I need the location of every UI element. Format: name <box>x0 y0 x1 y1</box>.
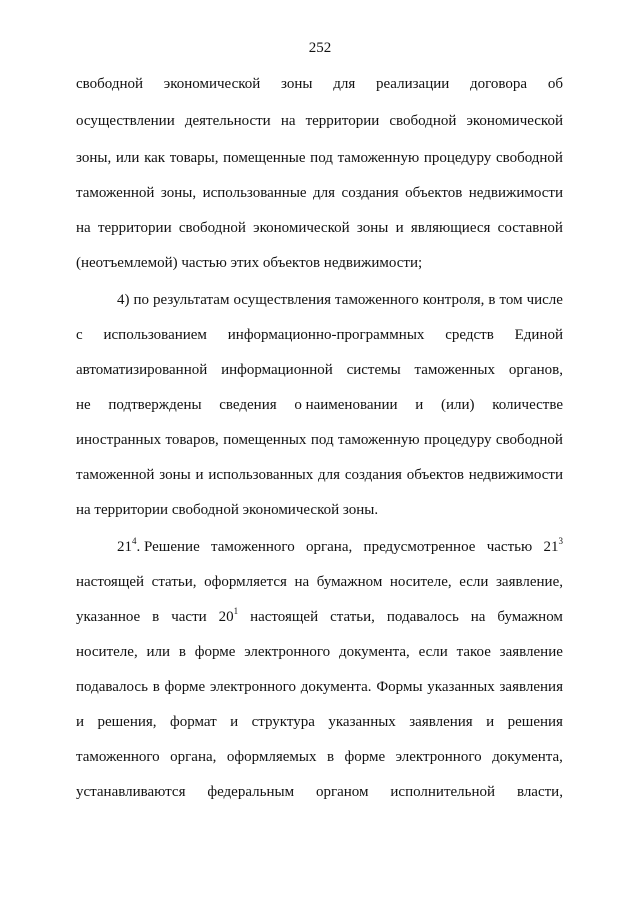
word: форме <box>344 749 386 765</box>
word: заявление <box>499 644 563 660</box>
word: статьи, <box>151 574 197 590</box>
word: заявления <box>409 714 473 730</box>
word: по <box>133 292 150 308</box>
word: настоящей <box>250 609 319 625</box>
word: и <box>395 220 404 236</box>
word: заявления <box>499 679 563 695</box>
word: таможенной <box>76 467 155 483</box>
word: под <box>310 150 333 166</box>
word: исполнительной <box>390 784 496 800</box>
word: таможенную <box>337 150 420 166</box>
text-line <box>76 572 563 592</box>
word: процедуру <box>424 432 492 448</box>
word: числе <box>526 292 563 308</box>
word: в <box>326 749 335 765</box>
word: для <box>333 76 356 92</box>
word: решения <box>507 714 563 730</box>
word: зоны <box>281 76 313 92</box>
word: или <box>115 150 140 166</box>
word: системы <box>346 362 401 378</box>
word: органа, <box>306 539 353 555</box>
word: органом <box>315 784 369 800</box>
word: деятельности <box>184 113 271 129</box>
word: средств <box>445 327 494 343</box>
word: зоны <box>159 467 191 483</box>
word: являющиеся <box>410 220 491 236</box>
word: не <box>76 397 91 413</box>
text-line <box>76 111 563 131</box>
word: устанавливаются <box>76 784 186 800</box>
word: создания <box>341 185 399 201</box>
word: составной <box>497 220 563 236</box>
word: носителе, <box>389 574 452 590</box>
word: информационной <box>221 362 333 378</box>
word: таможенного <box>76 749 160 765</box>
word: свободной <box>178 220 246 236</box>
word: в <box>178 644 186 660</box>
page-number: 252 <box>308 40 332 56</box>
text-line <box>76 395 563 415</box>
word: документа, <box>492 749 563 765</box>
word: если <box>459 574 489 590</box>
word: подавалось <box>386 609 459 625</box>
word: электронного <box>395 749 482 765</box>
text-line <box>76 642 563 662</box>
word: осуществлении <box>76 113 175 129</box>
word: товаров, <box>165 432 219 448</box>
word: создания <box>344 467 402 483</box>
word: структура <box>251 714 315 730</box>
word: свободной <box>495 432 563 448</box>
word: и <box>195 467 204 483</box>
word: экономической <box>253 220 350 236</box>
word: экономической <box>163 76 261 92</box>
word: оформляется <box>204 574 287 590</box>
word: таможенную <box>338 432 420 448</box>
word: процедуру <box>423 150 492 166</box>
superscript: 1 <box>233 606 239 616</box>
word: как <box>144 150 166 166</box>
word: $20^1$ <box>218 606 239 625</box>
word: объектов <box>405 185 463 201</box>
word: статьи, <box>330 609 375 625</box>
word: решения, <box>97 714 157 730</box>
text-line <box>76 183 563 203</box>
word: на <box>76 220 91 236</box>
word: части <box>171 609 207 625</box>
word: свободной <box>495 150 563 166</box>
text-line <box>76 325 563 345</box>
superscript: 4 <box>132 536 137 546</box>
text-line <box>76 218 563 238</box>
word: документа, <box>338 644 410 660</box>
word: договора <box>470 76 528 92</box>
word: указанных <box>427 679 495 695</box>
word: 4) <box>117 292 130 308</box>
word: с <box>76 327 83 343</box>
text-line <box>76 712 563 732</box>
text-line: на территории свободной экономической зоны. <box>76 502 379 518</box>
word: экономической <box>466 113 563 129</box>
word: или <box>146 644 171 660</box>
word: контроля, <box>422 292 485 308</box>
word: помещенных <box>223 432 307 448</box>
word: Формы <box>376 679 423 695</box>
text-line <box>76 782 563 802</box>
word: документа. <box>300 679 372 695</box>
word: том <box>499 292 523 308</box>
word: о наименовании <box>294 397 398 413</box>
word: недвижимости <box>468 467 563 483</box>
word: носителе, <box>76 644 138 660</box>
word: форме <box>164 679 206 695</box>
word: недвижимости <box>468 185 563 201</box>
text-line: (неотъемлемой) частью этих объектов недвижимости; <box>76 255 423 271</box>
word: для <box>318 467 341 483</box>
word: (или) <box>440 397 475 413</box>
word: зоны <box>356 220 389 236</box>
word: таможенного <box>335 292 419 308</box>
text-line <box>76 747 563 767</box>
word: сведения <box>219 397 277 413</box>
word: настоящей <box>76 574 145 590</box>
word: информационно-программных <box>227 327 425 343</box>
text-line <box>76 430 563 450</box>
word: предусмотренное <box>363 539 476 555</box>
word: свободной <box>389 113 457 129</box>
text-line <box>76 74 563 94</box>
word: подтверждены <box>108 397 202 413</box>
word: результатам <box>153 292 230 308</box>
word: количестве <box>492 397 563 413</box>
word: товары, <box>169 150 219 166</box>
word: Единой <box>514 327 563 343</box>
word: использованные <box>202 185 307 201</box>
word: оформляемых <box>226 749 317 765</box>
word: свободной <box>76 76 144 92</box>
text-line <box>117 537 563 557</box>
word: территории <box>97 220 172 236</box>
word: подавалось <box>76 679 148 695</box>
text-line <box>76 677 563 697</box>
word: таможенных <box>414 362 496 378</box>
word: $21^4$. Решение <box>117 536 200 555</box>
word: частью <box>486 539 533 555</box>
word: реализации <box>375 76 450 92</box>
word: указанное <box>76 609 141 625</box>
word: таможенного <box>211 539 295 555</box>
word: зоны, <box>160 185 197 201</box>
word: если <box>418 644 448 660</box>
word: в <box>152 679 160 695</box>
word: и <box>486 714 495 730</box>
word: электронного <box>209 679 296 695</box>
word: бумажном <box>497 609 563 625</box>
word: форме <box>194 644 236 660</box>
word: в <box>152 609 160 625</box>
word: и <box>76 714 85 730</box>
word: на <box>470 609 486 625</box>
word: объектов <box>406 467 464 483</box>
word: $21^3$ <box>543 536 563 555</box>
word: использованием <box>103 327 207 343</box>
word: на <box>294 574 310 590</box>
word: использованных <box>208 467 314 483</box>
word: формат <box>169 714 217 730</box>
superscript: 3 <box>558 536 563 546</box>
word: такое <box>456 644 491 660</box>
word: заявление, <box>496 574 563 590</box>
word: для <box>313 185 336 201</box>
word: электронного <box>244 644 331 660</box>
word: помещенные <box>223 150 306 166</box>
text-line <box>76 148 563 168</box>
text-line <box>76 465 563 485</box>
text-line <box>76 360 563 380</box>
word: зоны, <box>76 150 112 166</box>
word: и <box>415 397 424 413</box>
word: в <box>488 292 496 308</box>
word: таможенной <box>76 185 155 201</box>
word: бумажном <box>316 574 383 590</box>
word: на <box>280 113 296 129</box>
word: и <box>230 714 239 730</box>
word: территории <box>305 113 380 129</box>
word: иностранных <box>76 432 162 448</box>
word: органа, <box>170 749 217 765</box>
word: автоматизированной <box>76 362 208 378</box>
word: под <box>310 432 334 448</box>
word: власти, <box>516 784 563 800</box>
word: осуществления <box>233 292 332 308</box>
word: органов, <box>508 362 563 378</box>
word: федеральным <box>207 784 295 800</box>
text-line <box>117 290 563 310</box>
word: указанных <box>328 714 396 730</box>
word: об <box>547 76 563 92</box>
text-line <box>76 607 563 627</box>
